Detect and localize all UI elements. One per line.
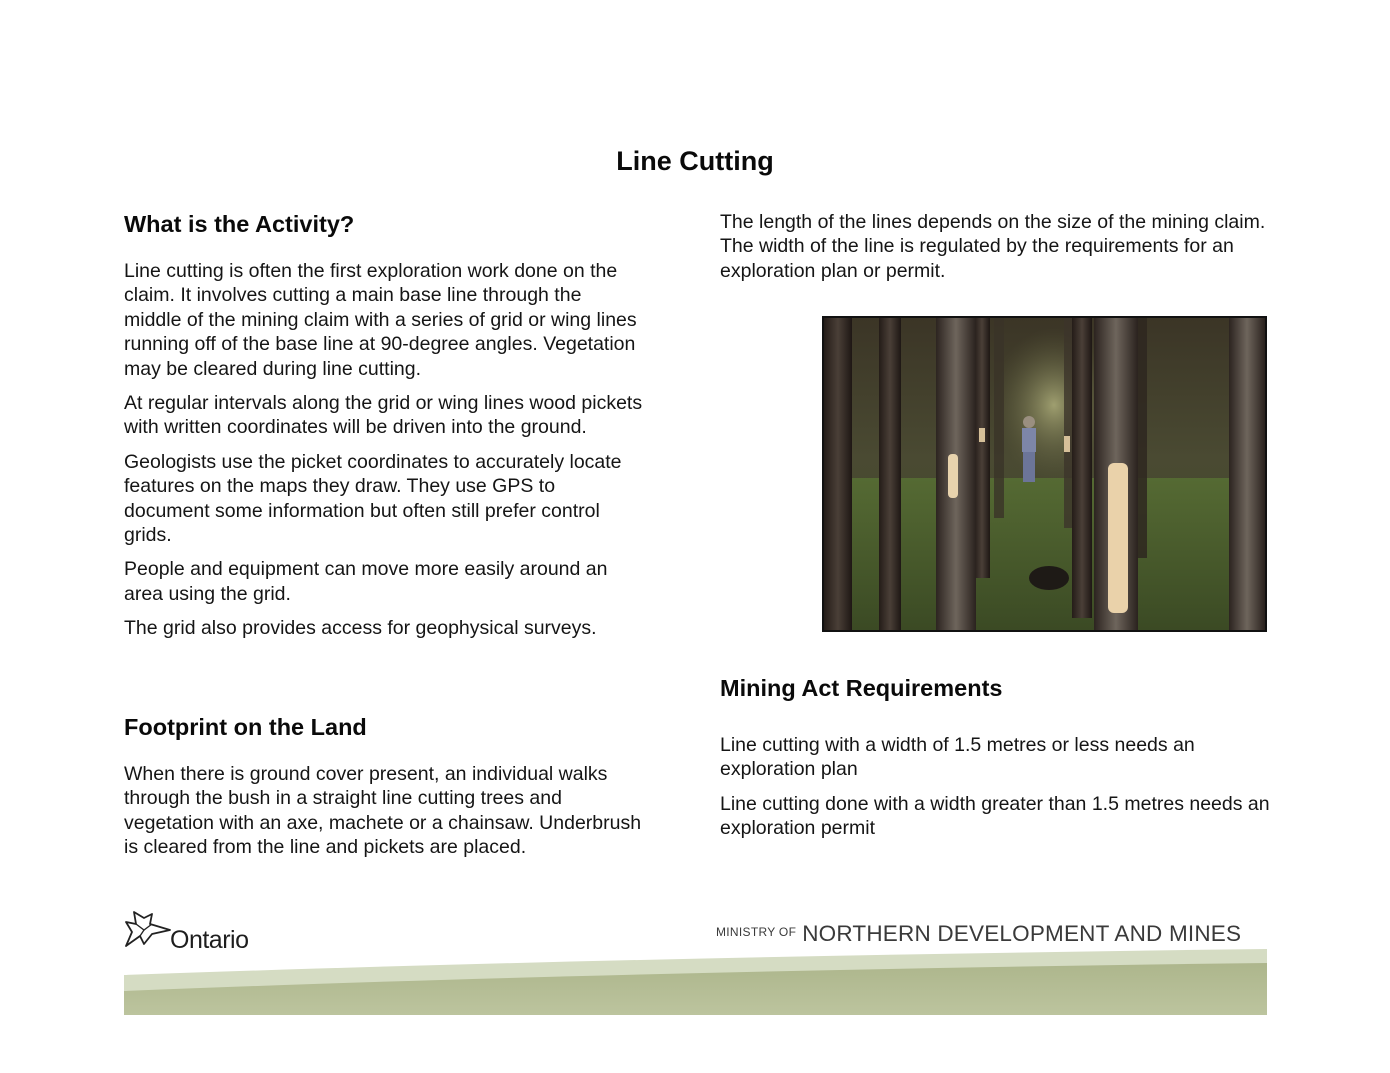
photo-tree — [1072, 318, 1092, 618]
footprint-paragraph: When there is ground cover present, an individual walks through the bush in a straight line cutting trees and vegetation with an axe, machete or a chainsaw. Underbrush is cleared from the line and pickets are placed. — [124, 763, 642, 859]
footer-band — [124, 945, 1267, 1015]
photo-person — [1023, 452, 1035, 482]
requirement-item: Line cutting with a width of 1.5 metres or less needs an exploration plan — [720, 734, 1195, 781]
right-intro-paragraph: The length of the lines depends on the size of the mining claim. The width of the line is regulated by the requirements for an exploration plan or permit. — [720, 211, 1266, 282]
right-column — [720, 210, 1270, 283]
trillium-icon — [124, 908, 172, 950]
ministry-prefix: MINISTRY OF — [716, 925, 797, 939]
activity-paragraph: Line cutting is often the first exploration work done on the claim. It involves cutting a main base line through the middle of the mining claim with a series of grid or wing lines running off of the base line at 90-degree angles. Vegetation may be cleared during line cutting. — [124, 260, 637, 380]
photo-tree — [824, 318, 852, 630]
ministry-name — [716, 921, 1241, 947]
photo-tree-blaze — [1064, 436, 1070, 452]
photo-tree-blaze — [979, 428, 985, 442]
activity-paragraph: Geologists use the picket coordinates to accurately locate features on the maps they draw. They use GPS to document some information but often still prefer control grids. — [124, 450, 622, 547]
left-column — [124, 208, 644, 641]
ontario-logo — [124, 908, 249, 954]
photo-tree — [974, 318, 990, 578]
ontario-wordmark: Ontario — [170, 926, 249, 954]
photo-tree — [1229, 318, 1265, 630]
photo-tree-blaze — [948, 454, 958, 498]
footprint-heading: Footprint on the Land — [124, 714, 367, 740]
ministry-title: NORTHERN DEVELOPMENT AND MINES — [802, 921, 1242, 946]
forest-line-cutting-photo — [822, 316, 1267, 632]
photo-stump — [1029, 566, 1069, 590]
photo-tree — [879, 318, 901, 630]
activity-paragraph: People and equipment can move more easily around an area using the grid. — [124, 558, 608, 605]
activity-paragraph: The grid also provides access for geophysical surveys. — [124, 617, 597, 640]
photo-tree — [994, 318, 1004, 518]
activity-heading: What is the Activity? — [124, 211, 355, 237]
requirements-heading: Mining Act Requirements — [720, 675, 1003, 701]
photo-tree-blaze — [1108, 463, 1128, 613]
activity-paragraph: At regular intervals along the grid or wing lines wood pickets with written coordinates will be driven into the ground. — [124, 392, 643, 439]
photo-person — [1022, 428, 1036, 452]
page-title: Line Cutting — [616, 146, 774, 176]
requirement-item: Line cutting done with a width greater than 1.5 metres needs an exploration permit — [720, 793, 1270, 840]
photo-person — [1023, 416, 1035, 428]
